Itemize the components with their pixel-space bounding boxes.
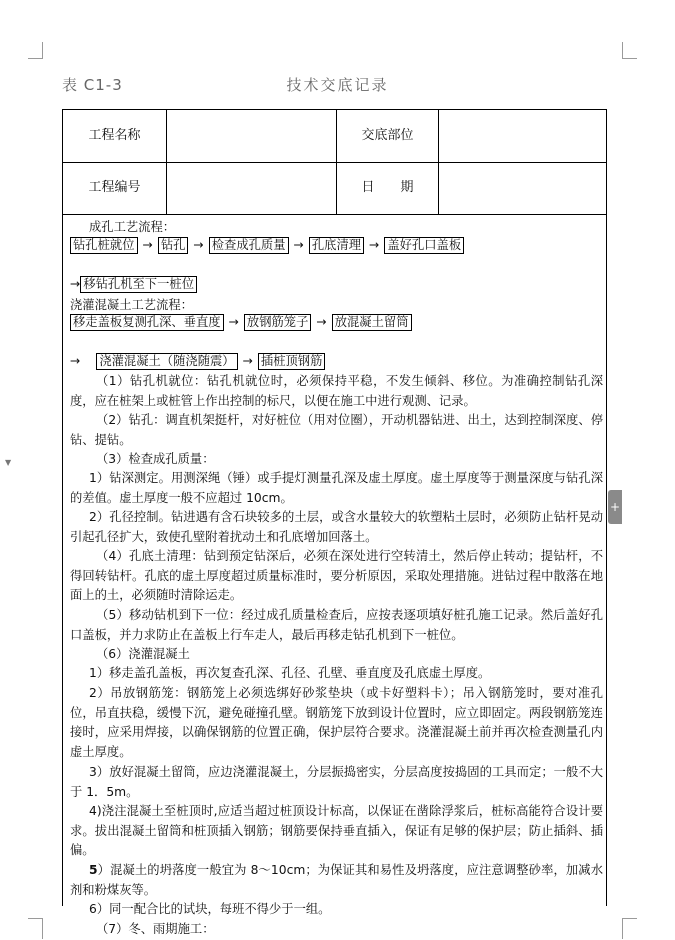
paragraph: 1）移走盖孔盖板，再次复查孔深、孔径、孔壁、垂直度及孔底虚土厚度。 [89,666,491,680]
paragraph: （1）钻孔机就位：钻孔机就位时，必须保持平稳，不发生倾斜、移位。为准确控制钻孔深度，应在桩架上或桩管上作出控制的标尺，以便在施工中进行观测、记录。 [70,374,603,408]
arrow-icon: → [193,238,204,252]
handover-part-field[interactable] [439,110,606,162]
flow-step: 孔底清理 [309,237,364,254]
paragraph-text: ）混凝土的坍落度一般宜为 8～10cm；为保证其和易性及坍落度，应注意调整砂率，加减水剂和粉煤灰等。 [70,863,603,897]
paragraph: （4）孔底土清理：钻到预定钻深后，必须在深处进行空转清土，然后停止转动；提钻杆，不得回转钻杆。孔底的虚土厚度超过质量标准时，要分析原因，采取处理措施。进钻过程中散落在地面上的土，必须随时清除运走。 [70,549,603,603]
paragraph [70,469,603,508]
date-label: 日 期 [337,162,439,214]
arrow-icon: → [242,354,253,368]
corner-mark-bottom-left [28,918,43,939]
hole-process-flow-cont [70,276,197,293]
paragraph: 2）吊放钢筋笼：钢筋笼上必须选绑好砂浆垫块（或卡好塑料卡）；吊入钢筋笼时，要对准孔位，吊直扶稳，缓慢下沉，避免碰撞孔壁。钢筋笼下放到设计位置时，应立即固定。两段钢筋笼连接时，应采用焊接，以确保钢筋的位置正确，保护层符合要求。浇灌混凝土前并再次检查测量孔内虚土厚度。 [70,686,603,759]
flow-step: 移钻孔机至下一桩位 [80,276,197,293]
left-margin-marker-icon: ▼ [5,458,12,467]
plus-icon: + [609,500,621,514]
paragraph [70,861,603,900]
hole-process-flow [70,237,464,254]
handover-record-table [62,109,607,936]
paragraph: （2）钻孔：调直机架挺杆，对好桩位（用对位圈），开动机器钻进、出土，达到控制深度、停钻、提钻。 [70,413,603,447]
paragraph: 2）孔径控制。钻进遇有含石块较多的土层，或含水量较大的软塑粘土层时，必须防止钻杆晃动引起孔径扩大，致使孔壁附着扰动土和孔底增加回落土。 [70,510,603,544]
project-name-field[interactable] [167,110,337,162]
flow-step: 检查成孔质量 [209,237,289,254]
side-expand-tab[interactable] [608,490,622,524]
flow-step: 插桩顶钢筋 [258,353,326,370]
paragraph: 3）放好混凝土留筒，应边浇灌混凝土，分层振捣密实，分层高度按捣固的工具而定；一般不大于 1．5m。 [70,765,603,799]
corner-mark-bottom-right [622,918,637,939]
arrow-icon: → [293,238,304,252]
handover-part-label: 交底部位 [337,110,439,162]
paragraph: （3）检查成孔质量： [96,452,215,466]
flow-step: 放钢筋笼子 [244,314,312,331]
flow-step: 放混凝土留筒 [332,314,412,331]
corner-mark-top-right [622,42,637,59]
flow-step: 钻孔桩就位 [70,237,138,254]
project-name-label: 工程名称 [63,110,167,162]
paragraph: （6）浇灌混凝土 [96,647,190,661]
concrete-process-flow-cont [70,353,325,370]
table-row-project-name [63,110,606,163]
date-field[interactable] [439,162,606,214]
flow-step: 钻孔 [158,237,189,254]
project-number-field[interactable] [167,162,337,214]
project-number-label: 工程编号 [63,162,167,214]
paragraph-number: 5 [89,863,98,877]
table-row-project-number [63,162,606,215]
paragraph: 4)浇注混凝土至桩顶时,应适当超过桩顶设计标高，以保证在凿除浮浆后，桩标高能符合设计要求。拔出混凝土留筒和桩顶插入钢筋；钢筋要保持垂直插入，保证有足够的保护层；防止插斜、插偏。 [70,804,603,858]
arrow-icon: → [142,238,153,252]
concrete-process-flow [70,314,412,331]
hole-process-title: 成孔工艺流程： [89,220,176,234]
paragraph: （7）冬、雨期施工： [96,922,215,936]
paragraph: （5）移动钻机到下一位：经过成孔质量检查后，应按表逐项填好桩孔施工记录。然后盖好孔口盖板，并力求防止在盖板上行车走人，最后再移走钻孔机到下一桩位。 [70,608,603,642]
arrow-icon: → [369,238,380,252]
concrete-process-title: 浇灌混凝土工艺流程： [70,298,193,312]
arrow-icon: → [316,315,327,329]
corner-mark-top-left [28,42,43,59]
form-code: 表 C1-3 [62,76,123,94]
arrow-icon: → [70,354,81,368]
arrow-icon: → [70,277,81,291]
paragraph-text: 1）钻深测定。用测深绳（锤）或手提灯测量孔深及虚土厚度。虚土厚度等于测量深度与钻孔深的差值。虚土厚度一般不应超过 10cm。 [70,471,603,505]
document-title: 技术交底记录 [286,76,389,94]
arrow-icon: → [228,315,239,329]
paragraph: 6）同一配合比的试块，每班不得少于一组。 [89,902,331,916]
flow-step: 浇灌混凝土（随浇随震） [96,353,237,370]
flow-step: 盖好孔口盖板 [384,237,464,254]
flow-step: 移走盖板复测孔深、垂直度 [70,314,224,331]
